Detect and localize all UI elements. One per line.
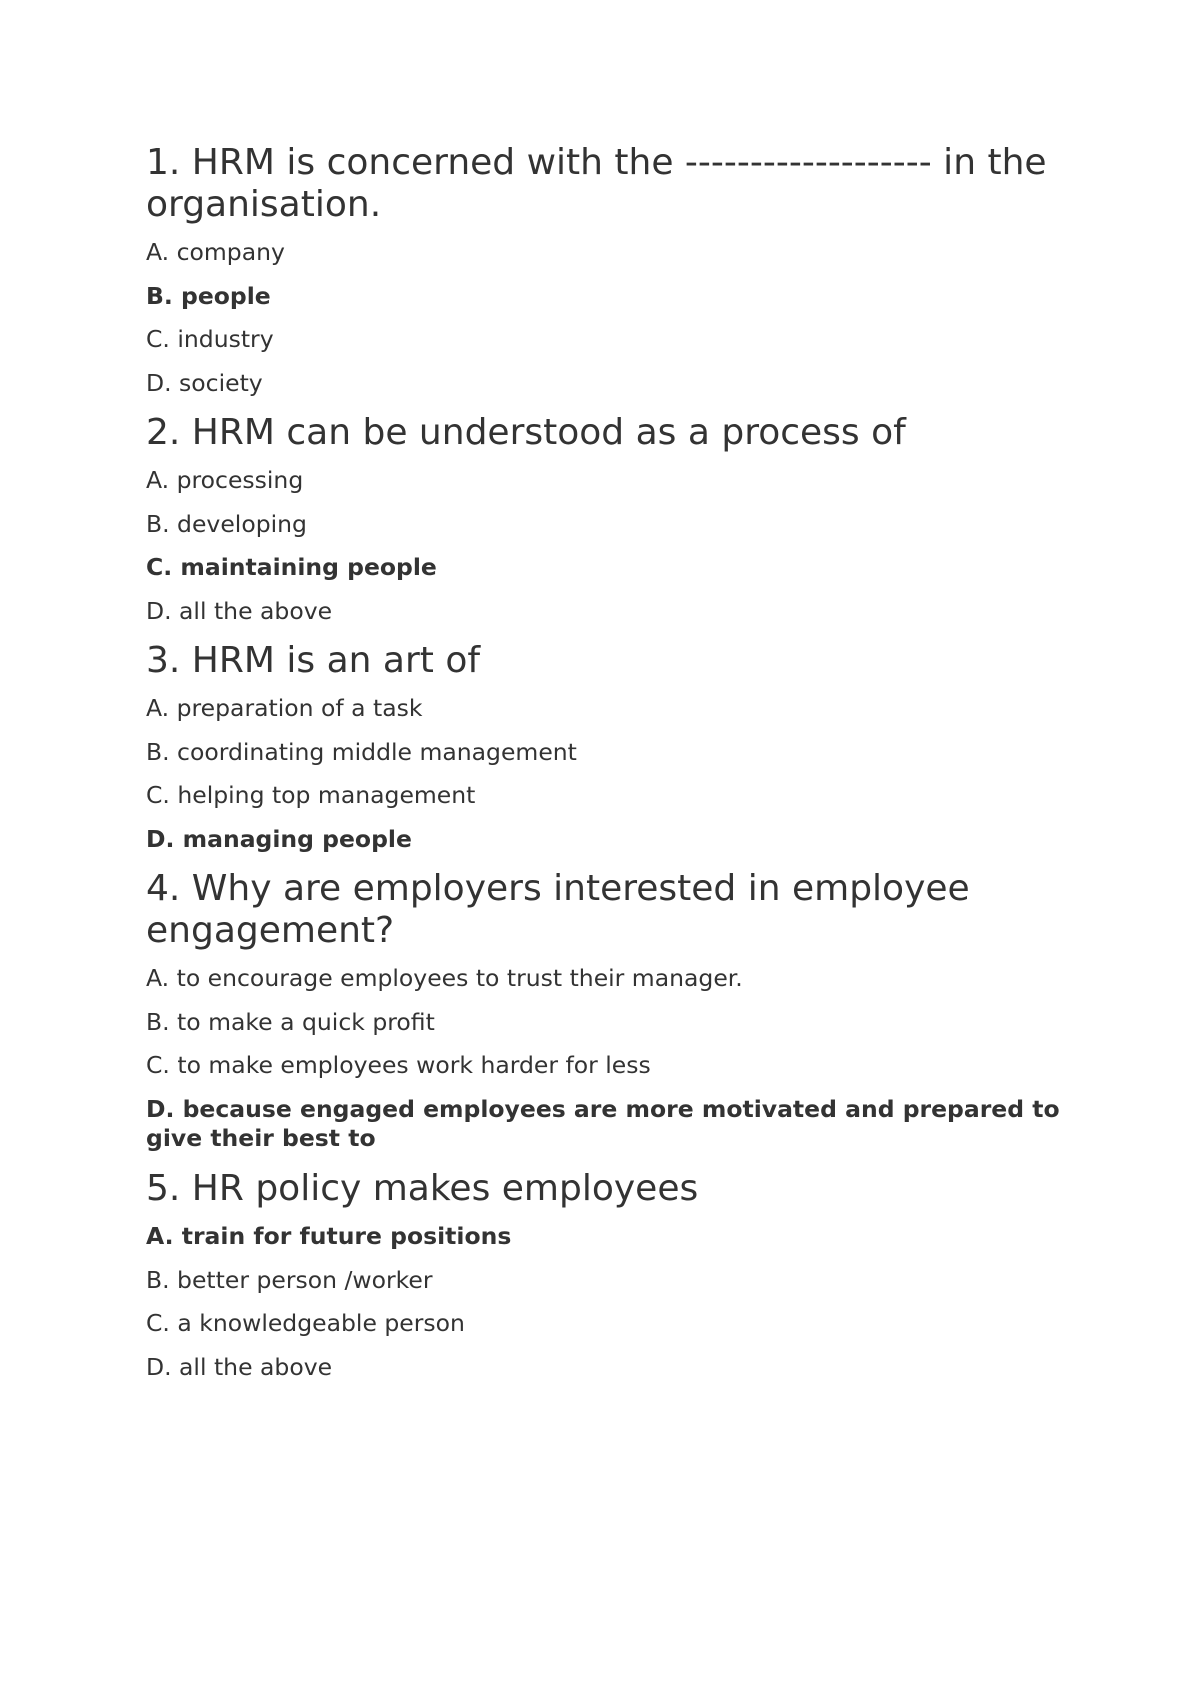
option-c-correct: C. maintaining people <box>146 553 437 581</box>
option-c: C. industry <box>146 325 274 353</box>
question-4 <box>146 868 1066 1153</box>
question-3 <box>146 640 1066 853</box>
option-b: B. better person /worker <box>146 1265 433 1294</box>
option-a: A. to encourage employees to trust their manager. <box>146 964 743 992</box>
question-2 <box>146 412 1066 625</box>
question-title: 3. HRM is an art of <box>146 640 481 681</box>
question-5 <box>146 1168 1066 1381</box>
option-a-correct: A. train for future positions <box>146 1222 512 1250</box>
option-d-correct: D. because engaged employees are more motivated and prepared to give their best to <box>146 1094 1060 1152</box>
question-title: 5. HR policy makes employees <box>146 1168 699 1209</box>
option-d-correct: D. managing people <box>146 824 412 853</box>
option-b: B. coordinating middle management <box>146 737 577 766</box>
option-c: C. a knowledgeable person <box>146 1309 465 1337</box>
option-c: C. to make employees work harder for less <box>146 1051 651 1079</box>
question-title: 4. Why are employers interested in employee engagement? <box>146 868 970 951</box>
option-d: D. all the above <box>146 1352 333 1381</box>
option-b-correct: B. people <box>146 281 271 310</box>
option-b: B. developing <box>146 509 307 538</box>
option-a: A. processing <box>146 466 304 494</box>
option-c: C. helping top management <box>146 781 476 809</box>
quiz-document <box>146 142 1066 1396</box>
question-1 <box>146 142 1066 397</box>
option-b: B. to make a quick profit <box>146 1007 435 1036</box>
option-a: A. preparation of a task <box>146 694 423 722</box>
option-d: D. society <box>146 368 263 397</box>
question-title: 1. HRM is concerned with the ------------------- in the organisation. <box>146 142 1047 225</box>
option-a: A. company <box>146 238 285 266</box>
question-title: 2. HRM can be understood as a process of <box>146 412 906 453</box>
option-d: D. all the above <box>146 596 333 625</box>
